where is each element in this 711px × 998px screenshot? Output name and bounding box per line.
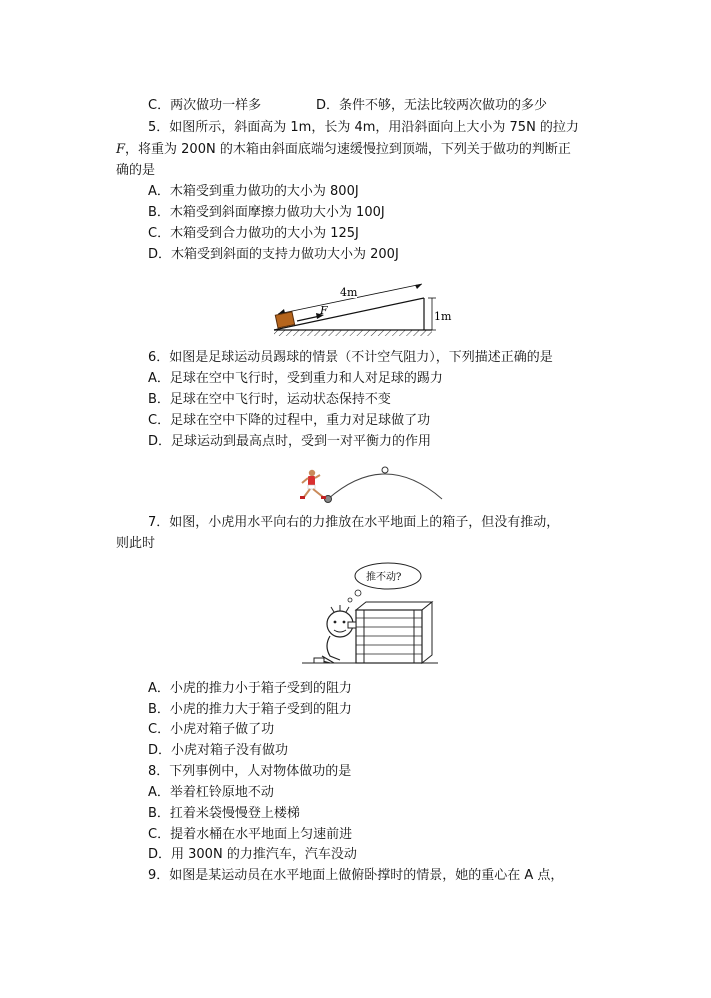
q6-option-c: C．足球在空中下降的过程中，重力对足球做了功: [148, 413, 431, 428]
ball-top: [382, 467, 388, 473]
length-arrow-right: [415, 284, 422, 289]
q6-stem: 6．如图是足球运动员踢球的情景（不计空气阻力），下列描述正确的是: [148, 350, 553, 365]
ground-hatch: [274, 330, 432, 336]
q8-option-d: D．用 300N 的力推汽车，汽车没动: [148, 847, 357, 862]
q5-option-c: C．木箱受到合力做功的大小为 125J: [148, 226, 359, 241]
incline-figure: [264, 280, 454, 342]
force-arrow: [297, 316, 320, 321]
q5-option-a: A．木箱受到重力做功的大小为 800J: [148, 184, 359, 199]
q7-option-d: D．小虎对箱子没有做功: [148, 743, 289, 758]
push-box-figure: [300, 560, 440, 670]
wooden-box: [275, 312, 294, 328]
q4-option-d: D．条件不够，无法比较两次做功的多少: [316, 98, 548, 113]
q8-option-b: B．扛着米袋慢慢登上楼梯: [148, 806, 300, 821]
q8-option-c: C．提着水桶在水平地面上匀速前进: [148, 827, 353, 842]
q6-option-d: D．足球运动到最高点时，受到一对平衡力的作用: [148, 434, 432, 449]
q7-stem-line1: 7．如图，小虎用水平向右的力推放在水平地面上的箱子，但没有推动，: [148, 515, 560, 530]
q7-option-b: B．小虎的推力大于箱子受到的阻力: [148, 702, 352, 717]
football-figure: [290, 463, 450, 508]
ball-trajectory: [328, 474, 442, 499]
q5-force-var: F: [116, 142, 126, 157]
q7-option-c: C．小虎对箱子做了功: [148, 722, 275, 737]
q9-stem: 9．如图是某运动员在水平地面上做俯卧撑时的情景，她的重心在 A 点，: [148, 868, 564, 883]
q8-stem: 8．下列事例中，人对物体做功的是: [148, 764, 352, 779]
q5-stem-line1: 5．如图所示，斜面高为 1m，长为 4m，用沿斜面向上大小为 75N 的拉力: [148, 120, 579, 135]
q5-stem-line2-rest: ，将重为 200N 的木箱由斜面底端匀速缓慢拉到顶端，下列关于做功的判断正: [125, 142, 571, 157]
boy-icon: [314, 605, 356, 663]
length-label: 4m: [340, 286, 358, 299]
force-label: F: [320, 304, 328, 317]
q7-stem-line2: 则此时: [116, 536, 156, 551]
q6-option-b: B．足球在空中飞行时，运动状态保持不变: [148, 392, 391, 407]
q8-option-a: A．举着杠铃原地不动: [148, 785, 274, 800]
thought-bubble-text: 推不动?: [366, 572, 402, 583]
bubble-dot-2: [348, 598, 352, 602]
wooden-crate: [356, 602, 432, 663]
q7-option-a: A．小虎的推力小于箱子受到的阻力: [148, 681, 352, 696]
q5-option-d: D．木箱受到斜面的支持力做功大小为 200J: [148, 247, 399, 262]
bubble-dot-1: [355, 590, 361, 596]
q5-option-b: B．木箱受到斜面摩擦力做功大小为 100J: [148, 205, 385, 220]
slope-line: [274, 298, 424, 330]
q5-stem-line3: 确的是: [116, 163, 156, 178]
height-label: 1m: [434, 310, 452, 323]
q6-option-a: A．足球在空中飞行时，受到重力和人对足球的踢力: [148, 371, 443, 386]
q5-stem-line2: [116, 141, 571, 159]
player-icon: [300, 470, 326, 499]
q4-option-c: C．两次做功一样多: [148, 98, 262, 113]
